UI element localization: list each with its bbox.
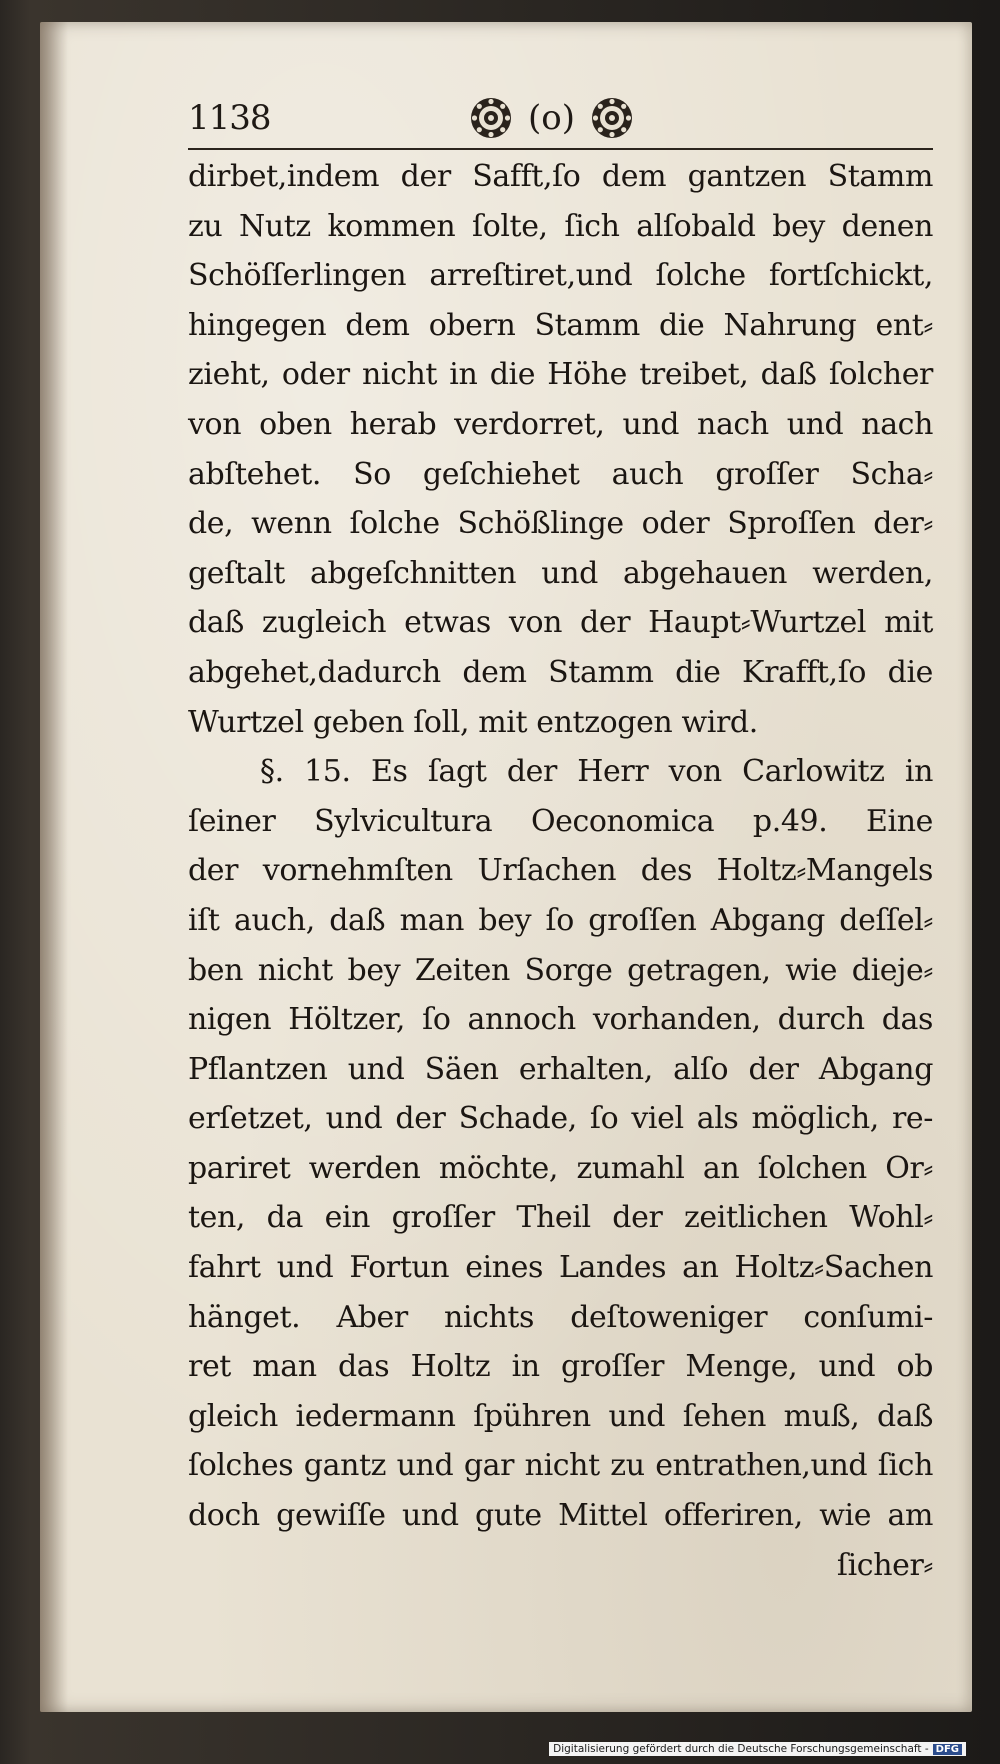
text-line: der vornehmſten Urſachen des Holtz⸗Mangels — [188, 853, 933, 889]
text-line: de, wenn ſolche Schößlinge oder Sproſſen der⸗ — [188, 506, 933, 542]
digitization-credit — [549, 1742, 966, 1756]
text-line: hänget. Aber nichts deſtoweniger conſumi- — [188, 1299, 933, 1335]
text-line: pariret werden möchte, zumahl an ſolchen Or⸗ — [188, 1150, 933, 1186]
text-line: dirbet,indem der Safft,ſo dem gantzen Stamm — [188, 159, 933, 194]
text-line: abſtehet. So geſchiehet auch groſſer Scha⸗ — [188, 456, 933, 492]
text-line: abgehet,dadurch dem Stamm die Krafft,ſo die — [188, 654, 933, 690]
text-line: ſolches gantz und gar nicht zu entrathen,und ſich — [188, 1448, 933, 1484]
dfg-logo-icon: DFG — [933, 1744, 962, 1755]
text-line: geſtalt abgeſchnitten und abgehauen werden, — [188, 555, 933, 591]
text-line: ſeiner Sylvicultura Oeconomica p.49. Eine — [188, 803, 933, 839]
catchword: ſicher⸗ — [836, 1547, 933, 1583]
signature-mark: (o) — [528, 98, 575, 138]
text-line: ret man das Holtz in groſſer Menge, und ob — [188, 1349, 933, 1385]
section-heading-line: §. 15. Es ſagt der Herr von Carlowitz in — [260, 754, 933, 790]
floral-rosette-icon — [468, 95, 514, 141]
header-rule — [188, 148, 933, 150]
text-line: zieht, oder nicht in die Höhe treibet, daß ſolcher — [188, 357, 933, 393]
text-line: ben nicht bey Zeiten Sorge getragen, wie dieje⸗ — [188, 952, 933, 988]
text-line: ten, da ein groſſer Theil der zeitlichen Wohl⸗ — [188, 1200, 933, 1236]
header-ornament — [468, 92, 635, 144]
text-line: iſt auch, daß man bey ſo groſſen Abgang deſſel⸗ — [188, 902, 933, 938]
text-line: fahrt und Fortun eines Landes an Holtz⸗Sachen — [188, 1250, 933, 1286]
text-line: nigen Höltzer, ſo annoch vorhanden, durch das — [188, 1002, 933, 1038]
text-line: hingegen dem obern Stamm die Nahrung ent⸗ — [188, 307, 933, 343]
page-number: 1138 — [188, 98, 271, 138]
text-line: doch gewiſſe und gute Mittel offeriren, wie am — [188, 1498, 933, 1534]
text-line: Pflantzen und Säen erhalten, alſo der Abgang — [188, 1051, 933, 1087]
text-line: zu Nutz kommen ſolte, ſich alſobald bey denen — [188, 208, 933, 244]
text-line: gleich iedermann ſpühren und ſehen muß, daß — [188, 1398, 933, 1434]
text-line: Wurtzel geben ſoll, mit entzogen wird. — [188, 704, 758, 740]
text-line: von oben herab verdorret, und nach und nach — [188, 406, 933, 442]
text-line: Schöſſerlingen arreſtiret,und ſolche fortſchickt, — [188, 258, 933, 294]
body-text — [188, 152, 933, 1590]
page-header — [188, 92, 933, 152]
credit-text: Digitalisierung gefördert durch die Deutsche Forschungsgemeinschaft - — [553, 1743, 929, 1755]
text-line: daß zugleich etwas von der Haupt⸗Wurtzel mit — [188, 605, 933, 641]
text-line: erſetzet, und der Schade, ſo viel als möglich, re- — [188, 1101, 933, 1137]
floral-rosette-icon — [589, 95, 635, 141]
page-gutter-shadow — [40, 22, 68, 1712]
